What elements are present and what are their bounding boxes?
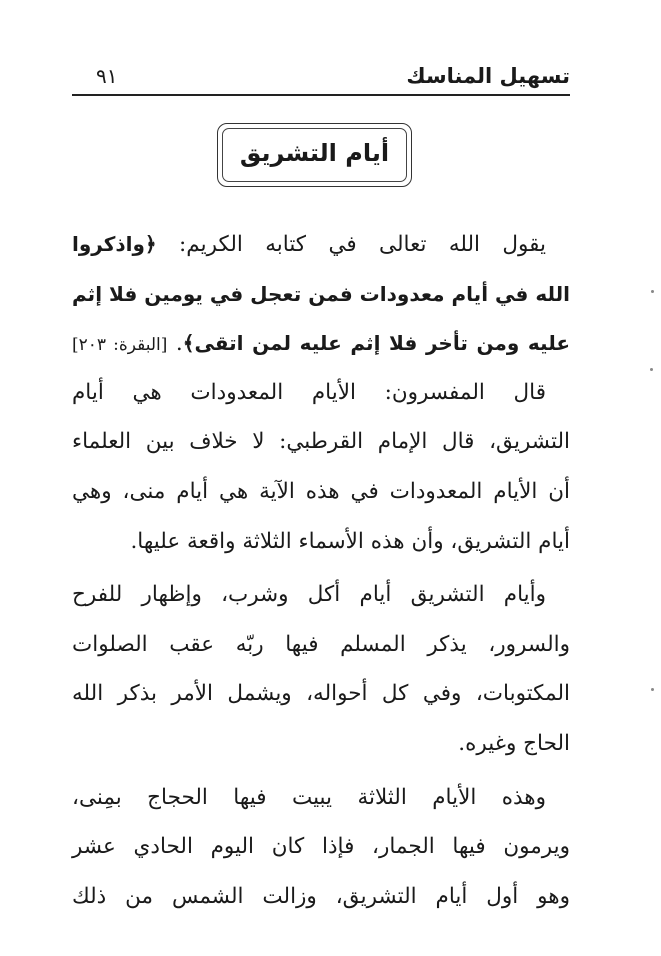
line-text: أن الأيام المعدودات في هذه الآية هي أيام منى، وهي <box>72 478 570 504</box>
line-text: . <box>167 331 183 357</box>
text-line <box>72 776 570 826</box>
line-text: وهذه الأيام الثلاثة يبيت فيها الحجاج بمِنى، <box>72 784 546 810</box>
text-line <box>72 470 570 520</box>
text-line <box>72 321 570 371</box>
quran-verse: عليه ومن تأخر فلا إثم عليه لمن اتقى﴾ <box>182 331 571 356</box>
text-line <box>72 825 570 875</box>
text-line <box>72 420 570 470</box>
text-line <box>72 371 570 421</box>
line-text: قال المفسرون: الأيام المعدودات هي أيام <box>72 379 546 405</box>
line-text: المكتوبات، وفي كل أحواله، ويشمل الأمر بذكر الله <box>72 681 570 707</box>
scan-speck <box>651 688 654 691</box>
page-number: ٩١ <box>96 64 118 88</box>
line-text: التشريق، قال الإمام القرطبي: لا خلاف بين العلماء <box>72 429 570 455</box>
quran-verse: الله في أيام معدودات فمن تعجل في يومين فلا إثم <box>72 281 570 306</box>
text-line <box>72 573 570 623</box>
line-text: أيام التشريق، وأن هذه الأسماء الثلاثة واقعة عليها. <box>130 528 570 554</box>
book-title: تسهيل المناسك <box>406 64 570 88</box>
chapter-title: أيام التشريق <box>239 139 390 167</box>
body-text <box>72 222 570 924</box>
text-line <box>72 272 570 322</box>
scan-speck <box>651 290 654 293</box>
line-text: الحاج وغيره. <box>458 730 570 756</box>
text-line <box>72 672 570 722</box>
text-line <box>72 520 570 570</box>
line-text: ويرمون فيها الجمار، فإذا كان اليوم الحادي عشر <box>72 834 570 860</box>
line-text: وأيام التشريق أيام أكل وشرب، وإظهار للفرح <box>72 582 546 608</box>
text-line <box>72 222 570 272</box>
verse-citation: [البقرة: ٢٠٣] <box>72 335 168 356</box>
line-text: يقول الله تعالى في كتابه الكريم: <box>156 232 546 257</box>
scan-speck <box>650 368 653 371</box>
line-text: والسرور، يذكر المسلم فيها ربّه عقب الصلوات <box>72 631 570 657</box>
running-header <box>72 52 570 96</box>
quran-verse: ﴿واذكروا <box>72 232 157 256</box>
text-line <box>72 875 570 925</box>
line-text: وهو أول أيام التشريق، وزالت الشمس من ذلك <box>72 883 570 909</box>
text-line <box>72 722 570 772</box>
chapter-title-frame <box>217 123 412 187</box>
text-line <box>72 623 570 673</box>
